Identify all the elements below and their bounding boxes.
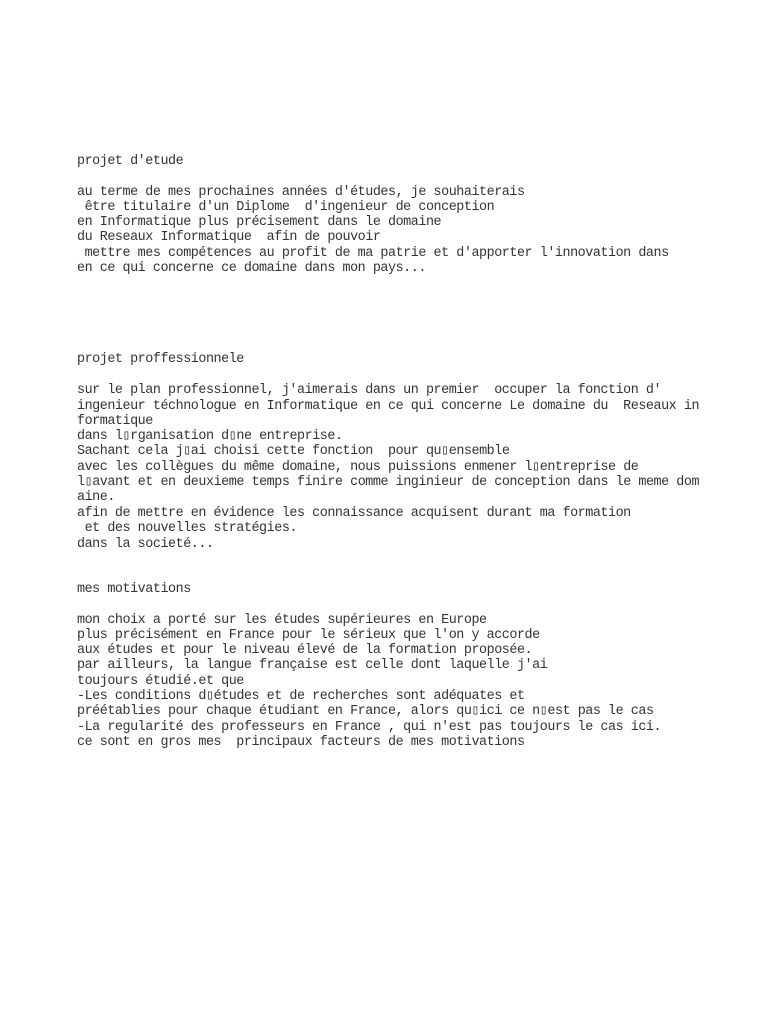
paragraph-line: dans l▯rganisation d▯ne entreprise. [77,429,343,444]
section-heading-motivations: mes motivations [77,582,191,597]
paragraph-line: aux études et pour le niveau élevé de la formation proposée. [77,643,533,658]
paragraph-line: sur le plan professionnel, j'aimerais dans un premier occuper la fonction d' [77,383,662,398]
paragraph-line: mon choix a porté sur les études supérieures en Europe [77,613,487,628]
paragraph-line: aine. [77,490,115,505]
paragraph-line: afin de mettre en évidence les connaissance acquisent durant ma formation [77,506,631,521]
paragraph-line: par ailleurs, la langue française est celle dont laquelle j'ai [77,658,548,673]
paragraph-line: être titulaire d'un Diplome d'ingenieur de conception [77,200,495,215]
paragraph-line: en Informatique plus précisement dans le domaine [77,215,442,230]
paragraph-line: en ce qui concerne ce domaine dans mon pays... [77,261,426,276]
paragraph-line: mettre mes compétences au profit de ma patrie et d'apporter l'innovation dans [77,246,669,261]
paragraph-line: dans la societé... [77,537,214,552]
paragraph-line: -Les conditions d▯études et de recherches sont adéquates et [77,689,525,704]
paragraph-line: formatique [77,414,153,429]
paragraph-line: et des nouvelles stratégies. [77,521,297,536]
paragraph-line: -La regularité des professeurs en France , qui n'est pas toujours le cas ici. [77,720,662,735]
paragraph-line: ingenieur téchnologue en Informatique en ce qui concerne Le domaine du Reseaux in [77,399,700,414]
paragraph-line: ce sont en gros mes principaux facteurs de mes motivations [77,735,525,750]
paragraph-line: plus précisément en France pour le sérieux que l'on y accorde [77,628,540,643]
paragraph-line: du Reseaux Informatique afin de pouvoir [77,230,381,245]
section-heading-etude: projet d'etude [77,154,184,169]
section-heading-pro: projet proffessionnele [77,352,244,367]
paragraph-line: toujours étudié.et que [77,674,244,689]
paragraph-line: préétablies pour chaque étudiant en France, alors qu▯ici ce n▯est pas le cas [77,704,654,719]
paragraph-line: avec les collègues du même domaine, nous puissions enmener l▯entreprise de [77,460,639,475]
paragraph-line: Sachant cela j▯ai choisi cette fonction pour qu▯ensemble [77,444,510,459]
paragraph-line: au terme de mes prochaines années d'études, je souhaiterais [77,185,525,200]
paragraph-line: l▯avant et en deuxieme temps finire comme inginieur de conception dans le meme dom [77,475,700,490]
